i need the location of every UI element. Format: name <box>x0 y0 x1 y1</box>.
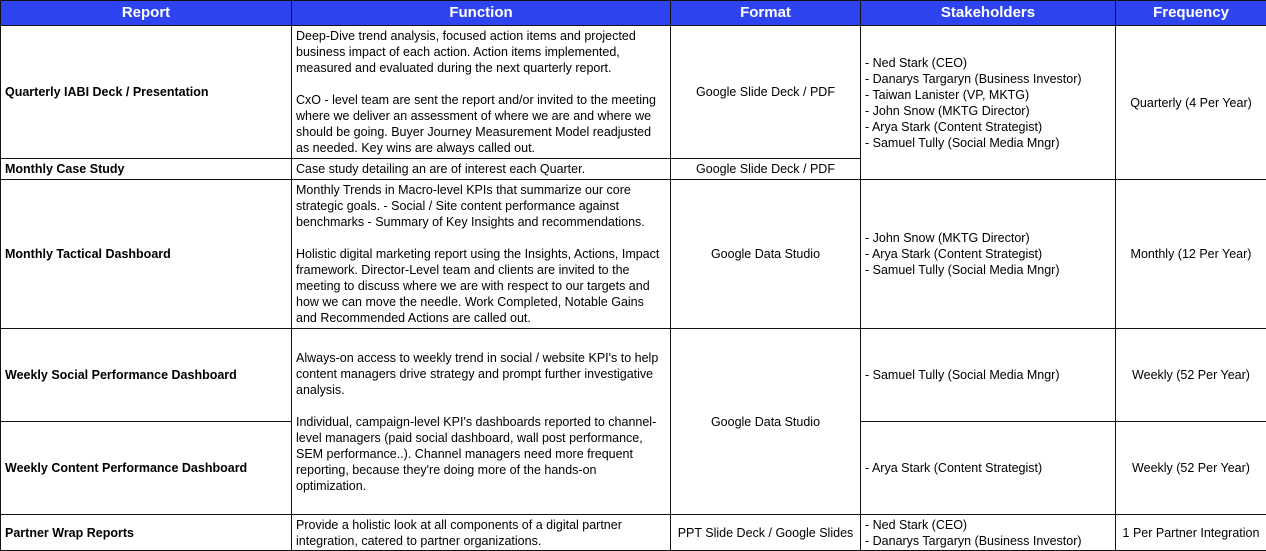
header-frequency: Frequency <box>1116 1 1266 26</box>
stakeholders-cell <box>861 329 1116 422</box>
header-row <box>1 1 1266 26</box>
report-cell: Weekly Content Performance Dashboard <box>1 422 292 515</box>
table-row <box>1 180 1266 329</box>
stakeholder-item: - John Snow (MKTG Director) <box>865 231 1030 245</box>
header-report: Report <box>1 1 292 26</box>
format-cell: Google Slide Deck / PDF <box>671 26 861 159</box>
function-paragraph: CxO - level team are sent the report and/or invited to the meeting where we deliver an assessment of where we are and where we should be going. Buyer Journey Measurement Model readjusted as needed. Key wins are always called out. <box>296 93 656 155</box>
stakeholder-item: - John Snow (MKTG Director) <box>865 103 1030 118</box>
function-paragraph: Monthly Trends in Macro-level KPIs that summarize our core strategic goals. - Social / Site content performance against benchmarks - Summary of Key Insights and recommendations. <box>296 183 645 229</box>
header-function: Function <box>292 1 671 26</box>
frequency-cell: Quarterly (4 Per Year) <box>1116 26 1266 180</box>
format-cell: Google Slide Deck / PDF <box>671 159 861 180</box>
format-cell: Google Data Studio <box>671 329 861 515</box>
function-paragraph: Always-on access to weekly trend in social / website KPI's to help content managers drive strategy and prompt further investigative analysis. <box>296 350 659 397</box>
header-stakeholders: Stakeholders <box>861 1 1116 26</box>
frequency-cell: Weekly (52 Per Year) <box>1116 422 1266 515</box>
stakeholders-cell <box>861 515 1116 551</box>
stakeholder-item: - Samuel Tully (Social Media Mngr) <box>865 263 1060 277</box>
report-cell: Monthly Case Study <box>1 159 292 180</box>
stakeholder-item: - Ned Stark (CEO) <box>865 55 968 70</box>
stakeholder-item: - Ned Stark (CEO) <box>865 517 968 532</box>
report-cell: Quarterly IABI Deck / Presentation <box>1 26 292 159</box>
report-cell: Partner Wrap Reports <box>1 515 292 551</box>
function-cell <box>292 26 671 159</box>
frequency-cell: Weekly (52 Per Year) <box>1116 329 1266 422</box>
function-cell <box>292 329 671 515</box>
stakeholder-item: - Arya Stark (Content Strategist) <box>865 119 1043 134</box>
stakeholder-item: - Samuel Tully (Social Media Mngr) <box>865 135 1060 150</box>
stakeholders-cell <box>861 422 1116 515</box>
stakeholders-cell <box>861 180 1116 329</box>
report-cell: Monthly Tactical Dashboard <box>1 180 292 329</box>
stakeholder-item: - Samuel Tully (Social Media Mngr) <box>865 368 1060 382</box>
format-cell: Google Data Studio <box>671 180 861 329</box>
stakeholder-item: - Danarys Targaryn (Business Investor) <box>865 533 1082 548</box>
report-cell: Weekly Social Performance Dashboard <box>1 329 292 422</box>
stakeholders-cell <box>861 26 1116 180</box>
table-row <box>1 515 1266 551</box>
function-cell <box>292 180 671 329</box>
stakeholder-item: - Taiwan Lanister (VP, MKTG) <box>865 87 1030 102</box>
stakeholder-item: - Arya Stark (Content Strategist) <box>865 461 1043 475</box>
format-cell: PPT Slide Deck / Google Slides <box>671 515 861 551</box>
stakeholder-item: - Arya Stark (Content Strategist) <box>865 247 1043 261</box>
frequency-cell: Monthly (12 Per Year) <box>1116 180 1266 329</box>
table-row <box>1 329 1266 422</box>
stakeholder-item: - Danarys Targaryn (Business Investor) <box>865 71 1082 86</box>
function-paragraph: Individual, campaign-level KPI's dashboards reported to channel-level managers (paid social dashboard, wall post performance, SEM performance..). Channel managers need more frequent reporting, because they're doing more of the hands-on optimization. <box>296 414 657 493</box>
function-cell: Provide a holistic look at all components of a digital partner integration, catered to partner organizations. <box>292 515 671 551</box>
table-row <box>1 26 1266 159</box>
function-cell: Case study detailing an are of interest each Quarter. <box>292 159 671 180</box>
header-format: Format <box>671 1 861 26</box>
function-paragraph: Holistic digital marketing report using the Insights, Actions, Impact framework. Director-Level team and clients are invited to the meeting to discuss where we are with respect to our targets and how we can move the needle. Work Completed, Notable Gains and Recommended Actions are called out. <box>296 247 660 325</box>
function-paragraph: Deep-Dive trend analysis, focused action items and projected business impact of each action. Action items implemented, measured and evaluated during the next quarterly report. <box>296 29 636 75</box>
frequency-cell: 1 Per Partner Integration <box>1116 515 1266 551</box>
